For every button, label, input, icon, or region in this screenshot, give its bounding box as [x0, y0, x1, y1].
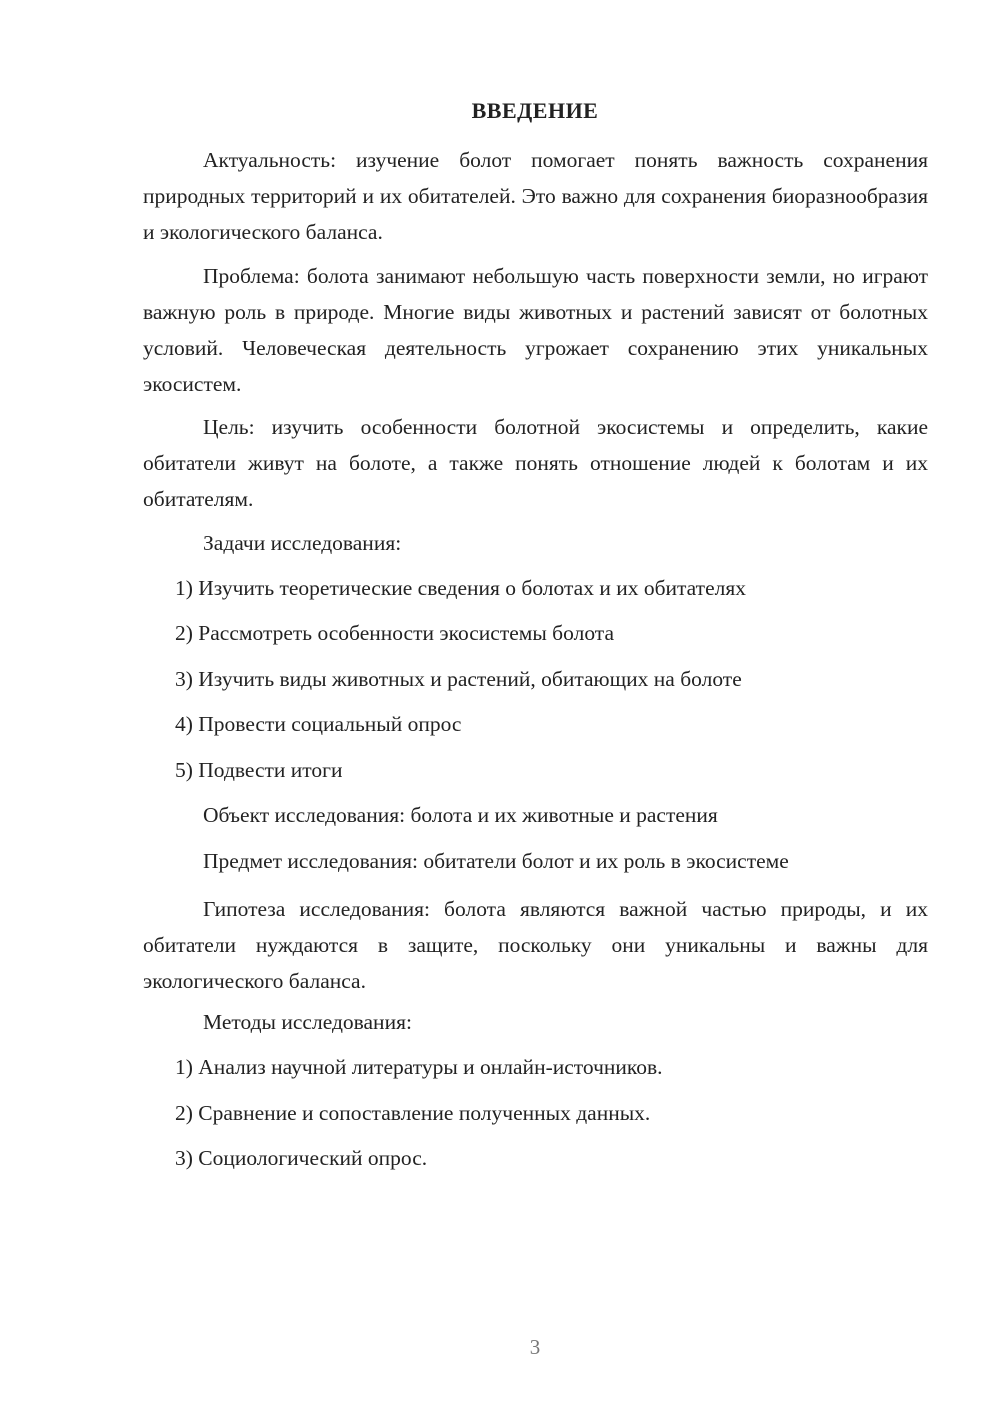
goal-paragraph	[143, 409, 928, 517]
method-item: 2) Сравнение и сопоставление полученных данных.	[175, 1101, 651, 1125]
method-item: 3) Социологический опрос.	[175, 1146, 428, 1170]
relevance-text: Актуальность: изучение болот помогает понять важность сохранения природных территорий и их обитателей. Это важно для сохранения биоразнообразия и экологического баланса.	[143, 148, 928, 244]
task-item: 2) Рассмотреть особенности экосистемы болота	[175, 621, 614, 645]
method-item: 1) Анализ научной литературы и онлайн-источников.	[175, 1055, 663, 1079]
hypothesis-paragraph	[143, 891, 928, 999]
task-item: 1) Изучить теоретические сведения о болотах и их обитателях	[175, 576, 746, 600]
tasks-heading: Задачи исследования:	[203, 531, 402, 555]
task-item: 5) Подвести итоги	[175, 758, 343, 782]
methods-heading: Методы исследования:	[203, 1010, 412, 1034]
research-object: Объект исследования: болота и их животные и растения	[203, 803, 718, 827]
task-item: 3) Изучить виды животных и растений, обитающих на болоте	[175, 667, 742, 691]
goal-text: Цель: изучить особенности болотной экосистемы и определить, какие обитатели живут на болоте, а также понять отношение людей к болотам и их обитателям.	[143, 415, 928, 511]
page-title: ВВЕДЕНИЕ	[471, 98, 599, 123]
problem-paragraph	[143, 258, 928, 402]
problem-text: Проблема: болота занимают небольшую часть поверхности земли, но играют важную роль в природе. Многие виды животных и растений зависят от болотных условий. Человеческая деятельность угрожает сохранению этих уникальных экосистем.	[143, 264, 928, 396]
task-item: 4) Провести социальный опрос	[175, 712, 462, 736]
relevance-paragraph	[143, 142, 928, 250]
page-number: 3	[529, 1335, 541, 1359]
hypothesis-text: Гипотеза исследования: болота являются важной частью природы, и их обитатели нуждаются в защите, поскольку они уникальны и важны для экологического баланса.	[143, 897, 928, 993]
research-subject: Предмет исследования: обитатели болот и их роль в экосистеме	[203, 849, 789, 873]
